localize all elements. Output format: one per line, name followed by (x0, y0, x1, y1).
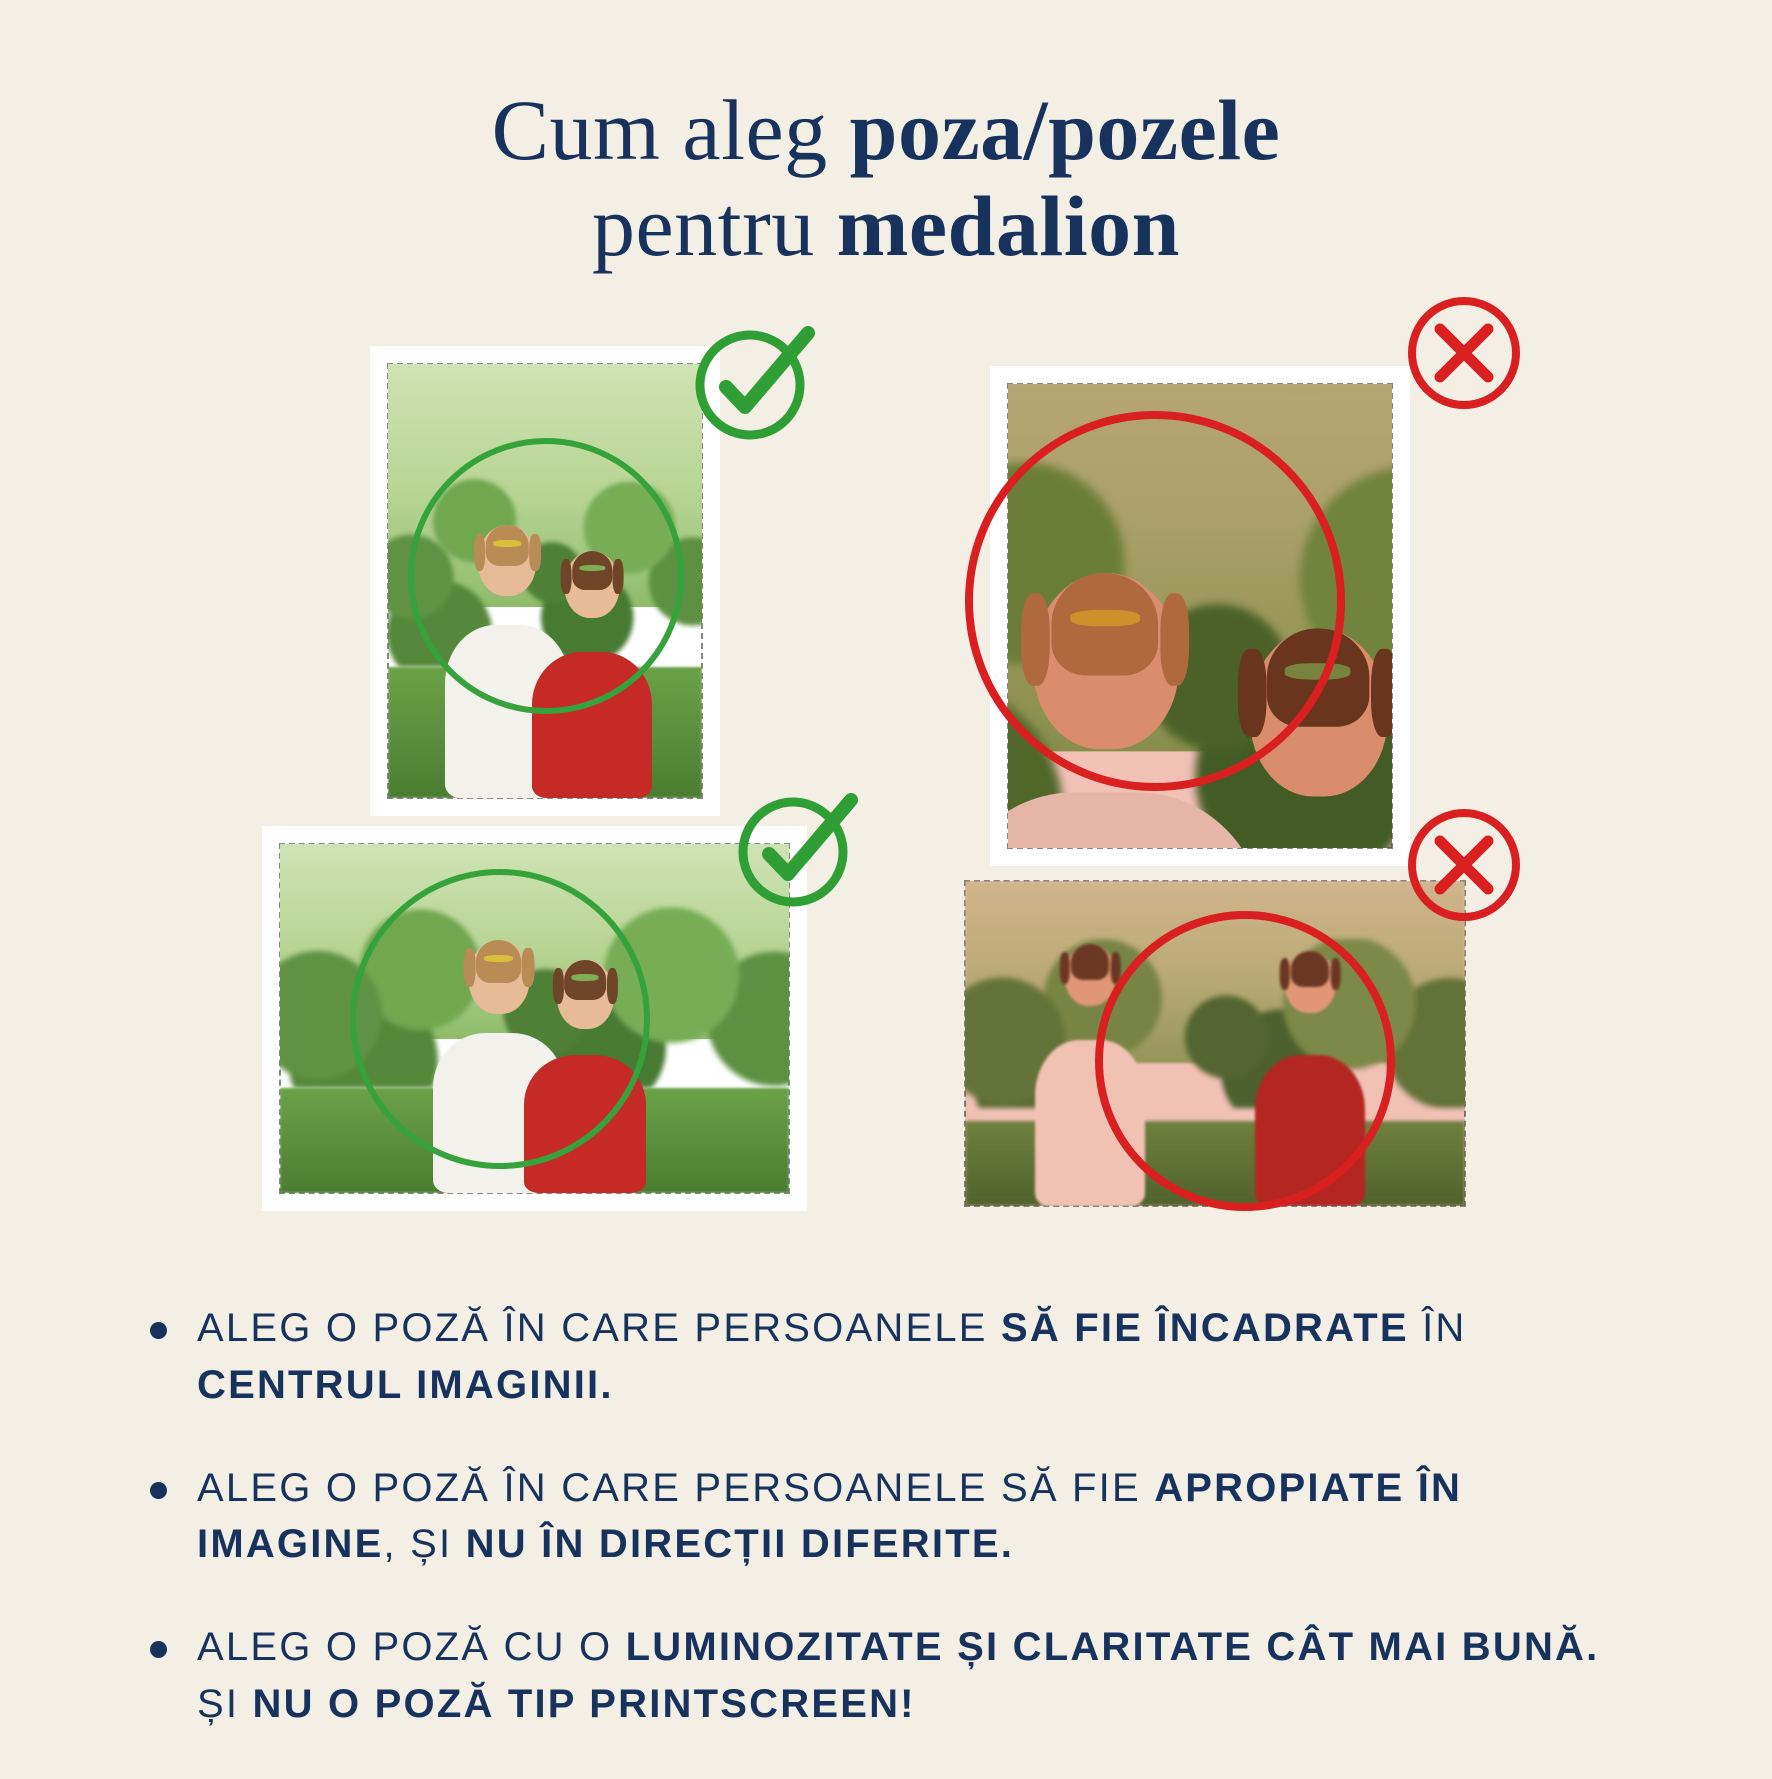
person-left-head (1065, 944, 1116, 1006)
crop-circle-good (408, 438, 684, 714)
list-item (150, 1619, 1630, 1733)
bullet-dot-icon (150, 1641, 167, 1658)
cross-icon (1400, 289, 1528, 417)
tip-2-part-4: NU ÎN DIRECȚII DIFERITE. (465, 1522, 1015, 1567)
title-line-1-bold: poza/pozele (849, 82, 1281, 178)
crop-circle-good (350, 869, 650, 1169)
title-line-2-light: pentru (592, 178, 837, 275)
check-icon (733, 786, 861, 914)
title-line-1 (0, 82, 1772, 178)
tip-3-part-4: NU O POZĂ TIP PRINTSCREEN! (252, 1681, 916, 1726)
tip-1-part-1: ALEG O POZĂ ÎN CARE PERSOANELE (197, 1306, 1001, 1350)
tip-3-part-2: LUMINOZITATE ȘI CLARITATE CÂT MAI BUNĂ. (625, 1625, 1600, 1670)
person-left-torso (1008, 792, 1263, 848)
person-right-hair-side-r (1370, 649, 1392, 736)
bullet-dot-icon (150, 1482, 167, 1499)
tips-list (150, 1300, 1630, 1779)
bullet-dot-icon (150, 1322, 167, 1339)
examples-grid (0, 301, 1772, 1131)
tip-2-part-2: APROPIATE ÎN IMAGINE (197, 1465, 1463, 1567)
title-line-1-light: Cum aleg (491, 82, 850, 178)
check-icon (690, 319, 818, 447)
tip-3-part-1: ALEG O POZĂ CU O (197, 1625, 626, 1670)
photo-frame-bad-closeup (990, 366, 1410, 866)
photo-good-portrait (388, 364, 702, 798)
crop-circle-bad (965, 411, 1345, 791)
list-item (150, 1300, 1630, 1414)
tip-2-part-3: , ȘI (383, 1522, 466, 1567)
photo-frame-bad-separated (965, 881, 1465, 1206)
photo-good-landscape (280, 844, 789, 1193)
tip-text-2 (197, 1460, 1630, 1574)
photo-frame-good-landscape (262, 826, 807, 1211)
list-item (150, 1460, 1630, 1574)
tip-1-part-2: SĂ FIE ÎNCADRATE (1000, 1306, 1409, 1350)
title-line-2 (0, 178, 1772, 274)
title-line-2-bold: medalion (836, 178, 1180, 275)
tip-1-part-4: CENTRUL IMAGINII. (197, 1362, 614, 1407)
tip-3-part-3: ȘI (197, 1681, 253, 1726)
tip-1-part-3: ÎN (1408, 1306, 1467, 1350)
crop-circle-bad (1095, 911, 1395, 1211)
person-left-hair-side-l (1060, 952, 1070, 984)
tip-2-part-1: ALEG O POZĂ ÎN CARE PERSOANELE SĂ FIE (197, 1465, 1155, 1510)
tip-text-1 (197, 1300, 1630, 1414)
photo-frame-good-portrait (370, 346, 720, 816)
person-left-hair (1071, 944, 1108, 980)
page-title (0, 0, 1772, 275)
cross-icon (1400, 801, 1528, 929)
tip-text-3 (197, 1619, 1630, 1733)
